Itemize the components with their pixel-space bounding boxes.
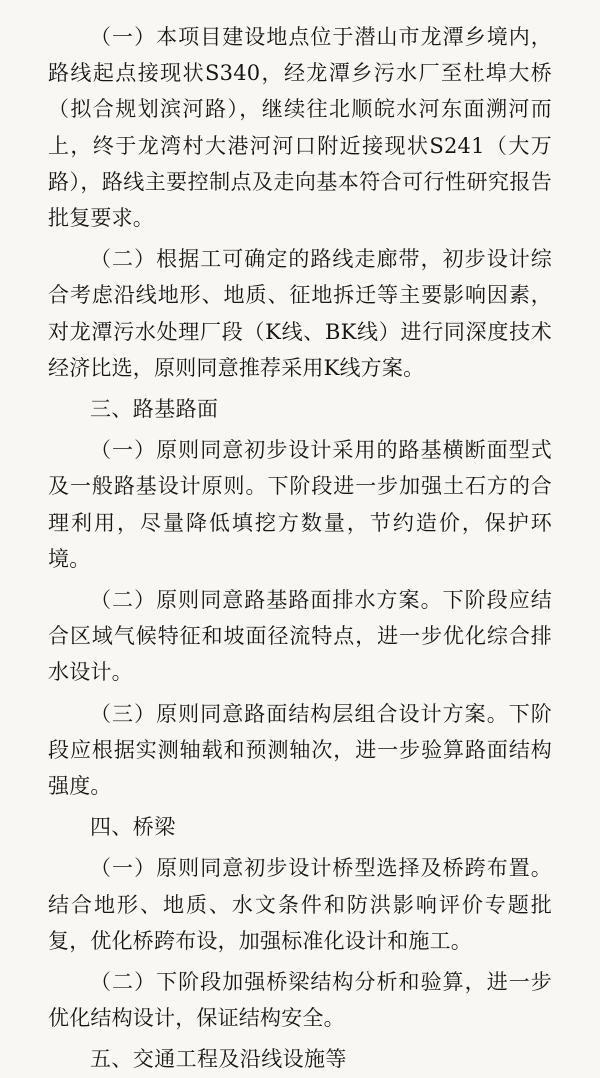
section-heading-subgrade-pavement: 三、路基路面 — [90, 397, 219, 422]
section-heading-traffic-engineering: 五、交通工程及沿线设施等 — [90, 1047, 347, 1072]
paragraph-route-comparison: （二）根据工可确定的路线走廊带，初步设计综合考虑沿线地形、地质、征地拆迁等主要影响因素，对龙潭污水处理厂段（K线、BK线）进行同深度技术经济比选，原则同意推荐采用K线方案。 — [48, 247, 552, 380]
paragraph-route-location: （一）本项目建设地点位于潜山市龙潭乡境内，路线起点接现状S340，经龙潭乡污水厂至杜埠大桥（拟合规划滨河路），继续往北顺皖水河东面溯河而上，终于龙湾村大港河河口附近接现状S241（大万路），路线主要控制点及走向基本符合可行性研究报告批复要求。 — [48, 25, 552, 231]
paragraph-bridge-analysis: （二）下阶段加强桥梁结构分析和验算，进一步优化结构设计，保证结构安全。 — [48, 970, 552, 1031]
paragraph-bridge-layout: （一）原则同意初步设计桥型选择及桥跨布置。结合地形、地质、水文条件和防洪影响评价专题批复，优化桥跨布设，加强标准化设计和施工。 — [48, 856, 552, 953]
paragraph-drainage: （二）原则同意路基路面排水方案。下阶段应结合区域气候特征和坡面径流特点，进一步优化综合排水设计。 — [48, 588, 552, 685]
paragraph-pavement-structure: （三）原则同意路面结构层组合设计方案。下阶段应根据实测轴载和预测轴次，进一步验算路面结构强度。 — [48, 701, 552, 799]
section-heading-bridge: 四、桥梁 — [90, 815, 176, 840]
paragraph-subgrade-design: （一）原则同意初步设计采用的路基横断面型式及一般路基设计原则。下阶段进一步加强土石方的合理利用，尽量降低填挖方数量，节约造价，保护环境。 — [48, 438, 552, 571]
